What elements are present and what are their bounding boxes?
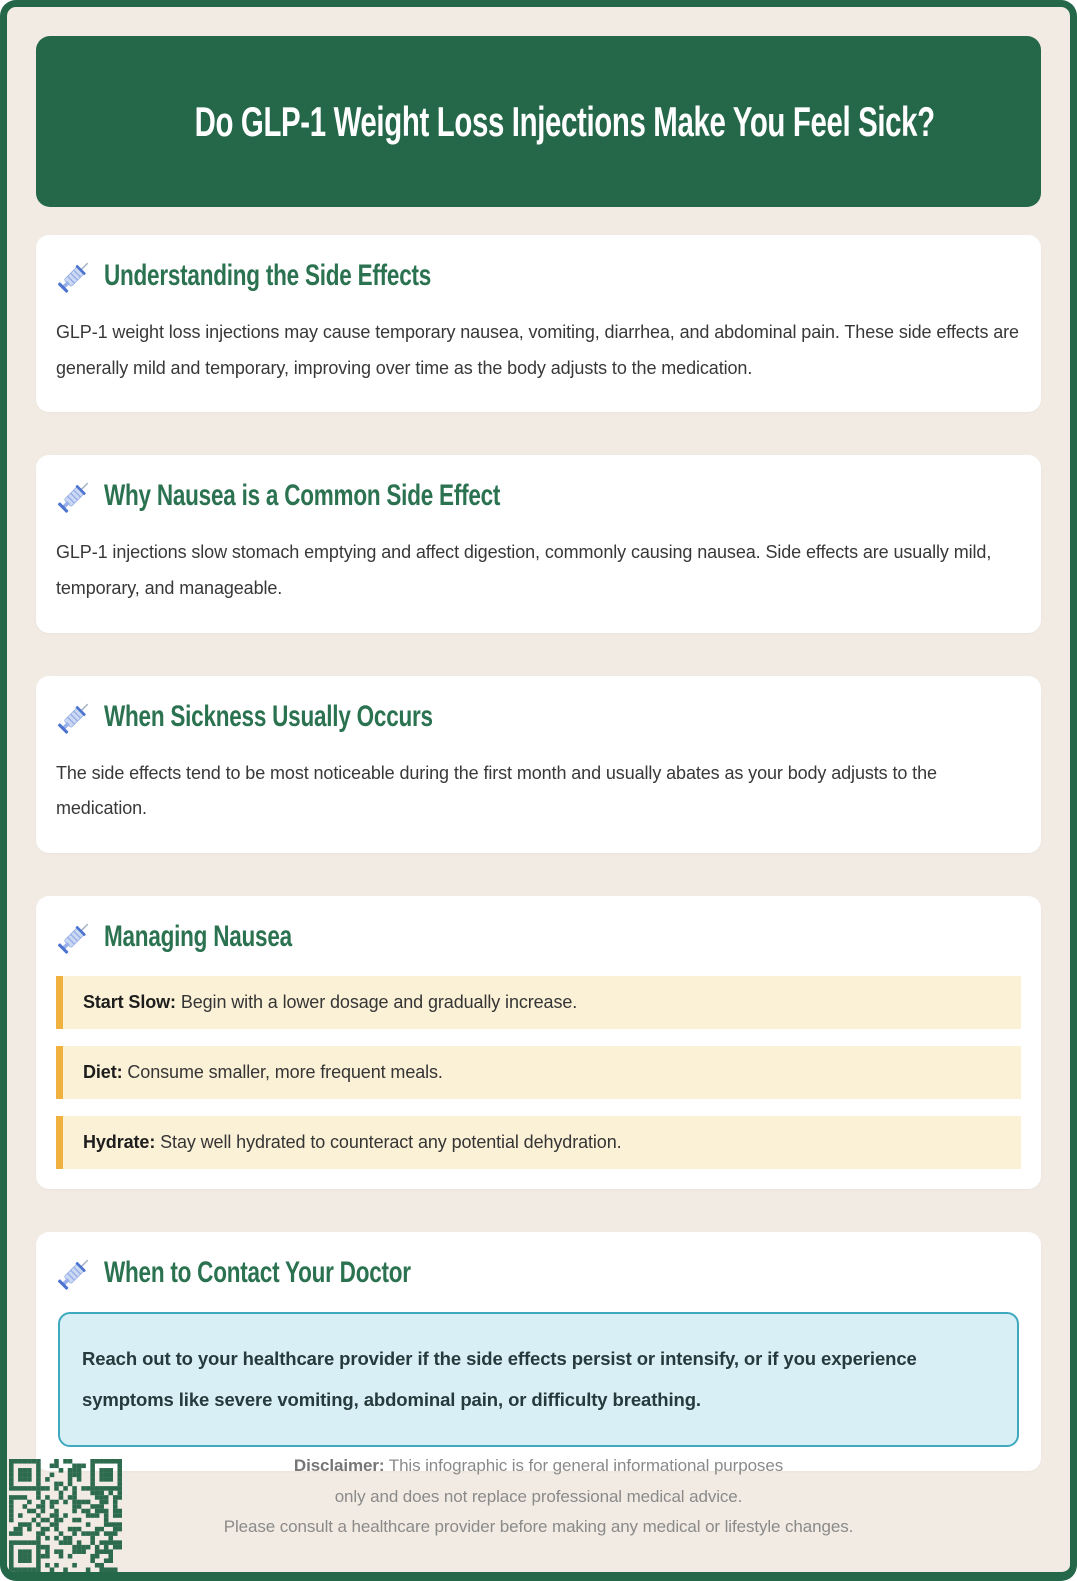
section-title: When to Contact Your Doctor — [104, 1255, 411, 1289]
section-heading-row — [56, 698, 1021, 736]
doctor-callout-box: Reach out to your healthcare provider if the side effects persist or intensify, or if you experience symptoms like severe vomiting, abdominal pain, or difficulty breathing. — [58, 1312, 1019, 1447]
section-title: Why Nausea is a Common Side Effect — [104, 479, 501, 513]
disclaimer-line: Please consult a healthcare provider before making any medical or lifestyle changes. — [223, 1516, 854, 1536]
header-banner — [36, 36, 1041, 207]
tip-start-slow — [56, 976, 1021, 1029]
tip-text: Stay well hydrated to counteract any potential dehydration. — [160, 1131, 622, 1152]
section-understanding-side-effects — [36, 235, 1041, 412]
tip-text: Begin with a lower dosage and gradually increase. — [180, 991, 578, 1012]
section-why-nausea — [36, 455, 1041, 632]
section-title: Managing Nausea — [104, 919, 292, 953]
disclaimer — [7, 1451, 1070, 1542]
section-managing-nausea — [36, 896, 1041, 1189]
content — [7, 235, 1070, 1471]
page-title: Do GLP-1 Weight Loss Injections Make You Feel Sick? — [194, 97, 935, 145]
section-heading-row — [56, 257, 1021, 295]
section-title: Understanding the Side Effects — [104, 259, 432, 292]
disclaimer-line: only and does not replace professional medical advice. — [334, 1486, 743, 1506]
section-when-sickness-occurs — [36, 676, 1041, 853]
disclaimer-line: Disclaimer: This infographic is for general informational purposes — [293, 1456, 784, 1476]
section-heading-row — [56, 1254, 1021, 1292]
tip-hydrate — [56, 1116, 1021, 1169]
syringe-icon — [56, 918, 94, 956]
section-heading-row — [56, 918, 1021, 956]
section-heading-row — [56, 477, 1021, 515]
section-body-text: GLP-1 weight loss injections may cause temporary nausea, vomiting, diarrhea, and abdominal pain. These side effects are generally mild and temporary, improving over time as the body adjusts to the medication. — [56, 322, 1019, 378]
syringe-icon — [56, 257, 94, 295]
section-body-text: The side effects tend to be most noticeable during the first month and usually abates as your body adjusts to the medication. — [56, 762, 937, 819]
tips-list — [56, 976, 1021, 1169]
section-contact-doctor — [36, 1232, 1041, 1471]
tip-label: Hydrate: — [83, 1131, 156, 1152]
tip-diet — [56, 1046, 1021, 1099]
section-body-text: GLP-1 injections slow stomach emptying and affect digestion, commonly causing nausea. Side effects are usually mild, temporary, and manageable. — [56, 542, 992, 598]
section-title: When Sickness Usually Occurs — [104, 699, 433, 733]
tip-label: Start Slow: — [83, 991, 176, 1012]
syringe-icon — [56, 477, 94, 515]
syringe-icon — [56, 698, 94, 736]
syringe-icon — [56, 1254, 94, 1292]
tip-label: Diet: — [83, 1061, 123, 1082]
disclaimer-label: Disclaimer: — [293, 1456, 385, 1476]
tip-text: Consume smaller, more frequent meals. — [127, 1061, 443, 1082]
